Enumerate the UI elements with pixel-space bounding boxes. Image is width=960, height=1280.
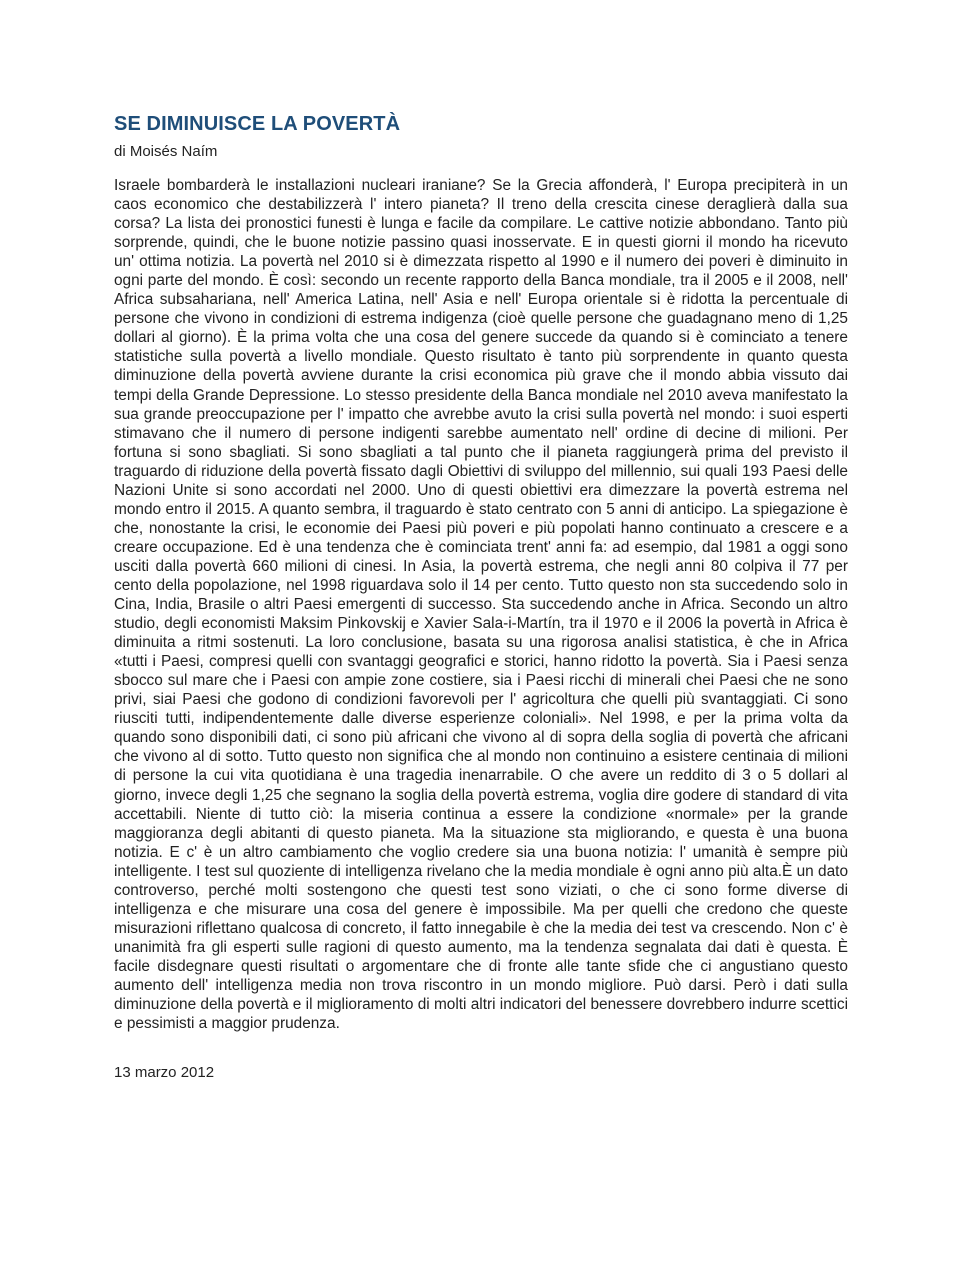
article-body: Israele bombarderà le installazioni nucleari iraniane? Se la Grecia affonderà, l' Europa precipiterà in un caos economico che destabilizzerà l' intero pianeta? Il treno della crescita cinese deraglierà dalla sua corsa? La lista dei pronostici funesti è lunga e facile da compilare. Le cattive notizie abbondano. Tanto più sorprende, quindi, che le buone notizie passino quasi inosservate. E in questi giorni il mondo ha ricevuto un' ottima notizia. La povertà nel 2010 si è dimezzata rispetto al 1990 e il numero dei poveri è diminuito in ogni parte del mondo. È così: secondo un recente rapporto della Banca mondiale, tra il 2005 e il 2008, nell' Africa subsahariana, nell' America Latina, nell' Asia e nell' Europa orientale si è ridotta la percentuale di persone che vivono in condizioni di estrema indigenza (cioè quelle persone che guadagnano meno di 1,25 dollari al giorno). È la prima volta che una cosa del genere succede da quando si è cominciato a tenere statistiche sulla povertà a livello mondiale. Questo risultato è tanto più sorprendente in quanto questa diminuzione della povertà avviene durante la crisi economica più grave che il mondo abbia vissuto dai tempi della Grande Depressione. Lo stesso presidente della Banca mondiale nel 2010 aveva manifestato la sua grande preoccupazione per l' impatto che avrebbe avuto la crisi sulla povertà nel mondo: i suoi esperti stimavano che il numero di persone indigenti sarebbe aumentato nell' ordine di decine di milioni. Per fortuna si sono sbagliati. Si sono sbagliati a tal punto che il pianeta raggiungerà prima del previsto il traguardo di riduzione della povertà fissato dagli Obiettivi di sviluppo del millennio, sui quali 193 Paesi delle Nazioni Unite si sono accordati nel 2000. Uno di questi obiettivi era dimezzare la povertà estrema nel mondo entro il 2015. A quanto sembra, il traguardo è stato centrato con 5 anni di anticipo. La spiegazione è che, nonostante la crisi, le economie dei Paesi più poveri e più popolati hanno continuato a crescere e a creare occupazione. Ed è una tendenza che è cominciata trent' anni fa: ad esempio, dal 1981 a oggi sono usciti dalla povertà 660 milioni di cinesi. In Asia, la povertà estrema, che negli anni 80 colpiva il 77 per cento della popolazione, nel 1998 riguardava solo il 14 per cento. Tutto questo non sta succedendo solo in Cina, India, Brasile o altri Paesi emergenti di successo. Sta succedendo anche in Africa. Secondo un altro studio, degli economisti Maksim Pinkovskij e Xavier Sala-i-Martín, tra il 1970 e il 2006 la povertà in Africa è diminuita a ritmi sostenuti. La loro conclusione, basata su una rigorosa analisi statistica, è che in Africa «tutti i Paesi, compresi quelli con svantaggi geografici e storici, hanno ridotto la povertà. Sia i Paesi senza sbocco sul mare che i Paesi con ampie zone costiere, sia i Paesi ricchi di minerali chei Paesi che ne sono privi, siai Paesi che godono di condizioni favorevoli per l' agricoltura che quelli più svantaggiati. Ci sono riusciti tutti, indipendentemente dalle diverse esperienze coloniali». Nel 1998, e per la prima volta da quando sono disponibili dati, ci sono più africani che vivono al di sopra della soglia di povertà che africani che vivono al di sotto. Tutto questo non significa che al mondo non continuino a esistere centinaia di milioni di persone la cui vita quotidiana è una tragedia inenarrabile. O che avere un reddito di 3 o 5 dollari al giorno, invece degli 1,25 che segnano la soglia della povertà estrema, voglia dire godere di standard di vita accettabili. Niente di tutto ciò: la miseria continua a essere la condizione «normale» per la grande maggioranza degli abitanti di questo pianeta. Ma la situazione sta migliorando, e questa è una buona notizia. E c' è un altro cambiamento che voglio credere sia una buona notizia: l' umanità è sempre più intelligente. I test sul quoziente di intelligenza rivelano che la media mondiale è ogni anno più alta.È un dato controverso, perché molti sostengono che questi test sono viziati, o che ci sono forme diverse di intelligenza e che misurare una cosa del genere è impossibile. Ma per quelli che credono che queste misurazioni riflettano qualcosa di concreto, il fatto innegabile è che la media dei test va crescendo. Non c' è unanimità fra gli esperti sulle ragioni di questo aumento, ma la tendenza segnalata dai dati è questa. È facile disdegnare questi risultati o argomentare che di fronte alle tante sfide che ci angustiano questo aumento dell' intelligenza media non trova riscontro in un mondo migliore. Può darsi. Però i dati sulla diminuzione della povertà e il miglioramento di molti altri indicatori del benessere dovrebbero indurre scettici e pessimisti a maggior prudenza. [114,177,848,1033]
article-page [114,110,848,1083]
article-date: 13 marzo 2012 [114,1064,215,1082]
article-byline: di Moisés Naím [114,143,218,160]
article-title: SE DIMINUISCE LA POVERTÀ [114,113,401,135]
